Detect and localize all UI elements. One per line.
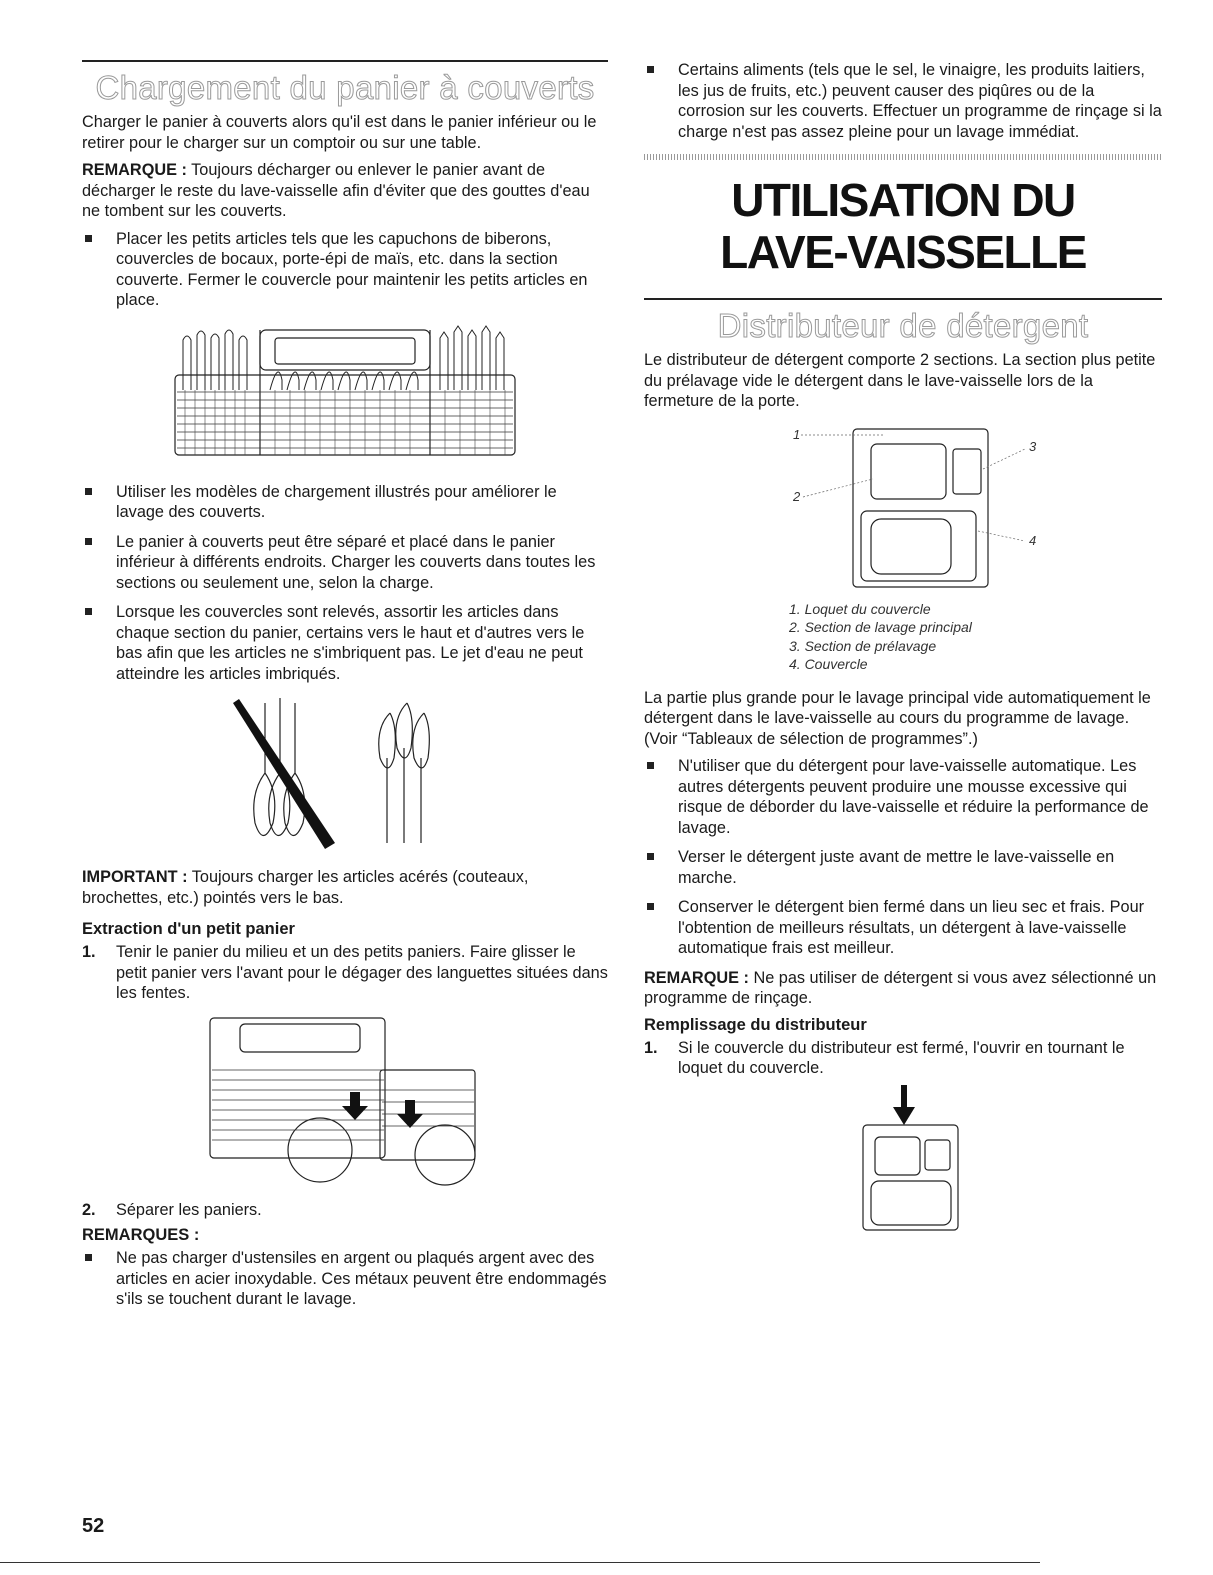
important-label: IMPORTANT : [82, 868, 188, 886]
open-dispenser-illustration [843, 1085, 963, 1235]
note-text: Toujours décharger ou enlever le panier avant de décharger le reste du lave-vaisselle afin d'éviter que des gouttes d'eau ne tombent sur les couverts. [82, 161, 590, 220]
remarques-heading: REMARQUES : [82, 1226, 200, 1244]
list-item: Ne pas charger d'ustensiles en argent ou plaqués argent avec des articles en acier inoxydable. Ces métaux peuvent être endommagés s'ils se touchent durant le lavage. [82, 1248, 608, 1310]
list-item: Lorsque les couvercles sont relevés, assortir les articles dans chaque section du panier, certains vers le haut et d'autres vers le bas afin que les articles ne s'imbriquent pas. Le jet d'eau ne peut atteindre les articles imbriqués. [82, 602, 608, 684]
left-column [82, 60, 608, 1319]
list-item: Le panier à couverts peut être séparé et placé dans le panier inférieur à différents endroits. Charger les couverts dans toutes les sections ou seulement une, selon la charge. [82, 532, 608, 594]
chapter-title-line2: LAVE-VAISSELLE [720, 226, 1086, 278]
page-number: 52 [82, 1515, 105, 1537]
list-item: Certains aliments (tels que le sel, le vinaigre, les produits laitiers, les jus de fruits, etc.) peuvent causer des piqûres ou de la corrosion sur les couverts. Effectuer un programme de rinçage si la charge n'est pas assez pleine pour un lavage immédiat. [644, 60, 1162, 142]
list-item: N'utiliser que du détergent pour lave-vaisselle automatique. Les autres détergents peuvent produire une mousse excessive qui risque de déborder du lave-vaisselle et réduire la performance de lavage. [644, 756, 1162, 838]
callout-2: 2 [793, 488, 801, 504]
intro-paragraph: Charger le panier à couverts alors qu'il est dans le panier inférieur ou le retirer pour le charger sur un comptoir ou sur une table. [82, 113, 597, 152]
caption-item: 2. Section de lavage principal [789, 619, 972, 635]
detergent-bullets [644, 756, 1162, 959]
important-text: Toujours charger les articles acérés (couteaux, brochettes, etc.) pointés vers le bas. [82, 868, 529, 907]
important-paragraph [82, 867, 608, 908]
section-rule [82, 60, 608, 62]
section-title-cutlery: Chargement du panier à couverts [95, 69, 595, 106]
note-paragraph [644, 968, 1162, 1009]
main-wash-paragraph: La partie plus grande pour le lavage principal vide automatiquement le détergent dans le lave-vaisselle au cours du programme de lavage. (Voir “Tableaux de sélection de programmes”.) [644, 688, 1151, 748]
right-column [644, 60, 1162, 1235]
extraction-heading: Extraction d'un petit panier [82, 920, 295, 938]
step-number: 1. [644, 1038, 658, 1057]
callout-1: 1 [793, 426, 801, 442]
caption-item: 4. Couvercle [789, 656, 868, 672]
list-item: Conserver le détergent bien fermé dans un lieu sec et frais. Pour l'obtention de meilleurs résultats, un détergent à lave-vaisselle automatique frais est meilleur. [644, 897, 1162, 959]
bullet-list-c [82, 1248, 608, 1310]
dispenser-captions [789, 600, 1162, 674]
utensils-loading-illustration [225, 693, 465, 853]
section-title-detergent: Distributeur de détergent [717, 307, 1089, 344]
extraction-steps [82, 942, 608, 1004]
list-item: Utiliser les modèles de chargement illustrés pour améliorer le lavage des couverts. [82, 482, 608, 523]
fill-steps [644, 1038, 1162, 1079]
detergent-dispenser-illustration [753, 419, 1053, 594]
callout-3: 3 [1029, 438, 1037, 454]
list-item [82, 942, 608, 1004]
basket-separation-illustration [200, 1010, 490, 1190]
caption-item: 3. Section de prélavage [789, 637, 937, 654]
chapter-title-line1: UTILISATION DU [731, 174, 1075, 226]
note-label: REMARQUE : [82, 161, 187, 179]
note-paragraph [82, 160, 608, 222]
callout-4: 4 [1029, 532, 1037, 548]
step-number: 2. [82, 1200, 96, 1219]
section-rule [644, 298, 1162, 300]
dotted-divider [644, 154, 1162, 160]
note-label: REMARQUE : [644, 968, 749, 987]
caption-item: 1. Loquet du couvercle [789, 600, 931, 617]
bullet-list-b [82, 482, 608, 685]
step-text: Tenir le panier du milieu et un des petits paniers. Faire glisser le petit panier vers l'avant pour le dégager des languettes situées dans les fentes. [116, 943, 608, 1002]
note-text: Ne pas utiliser de détergent si vous avez sélectionné un programme de rinçage. [644, 968, 1157, 1007]
step-text: Séparer les paniers. [116, 1200, 262, 1219]
bullet-list-a [82, 229, 608, 311]
step-number: 1. [82, 943, 96, 961]
bottom-rule [0, 1562, 1040, 1563]
list-item: Placer les petits articles tels que les capuchons de biberons, couvercles de bocaux, porte-épi de maïs, etc. dans la section couverte. Fermer le couvercle pour maintenir les petits articles en place. [82, 229, 608, 311]
cutlery-basket-illustration [165, 320, 525, 470]
chapter-title [644, 174, 1162, 278]
detergent-intro: Le distributeur de détergent comporte 2 sections. La section plus petite du prélavage vide le détergent dans le lave-vaisselle lors de la fermeture de la porte. [644, 351, 1156, 410]
bullet-list-top [644, 60, 1162, 142]
extraction-steps-2 [82, 1200, 608, 1221]
fill-heading: Remplissage du distributeur [644, 1015, 867, 1034]
list-item: Verser le détergent juste avant de mettre le lave-vaisselle en marche. [644, 847, 1162, 888]
step-text: Si le couvercle du distributeur est fermé, l'ouvrir en tournant le loquet du couvercle. [678, 1038, 1125, 1077]
list-item [644, 1038, 1162, 1079]
list-item [82, 1200, 608, 1221]
